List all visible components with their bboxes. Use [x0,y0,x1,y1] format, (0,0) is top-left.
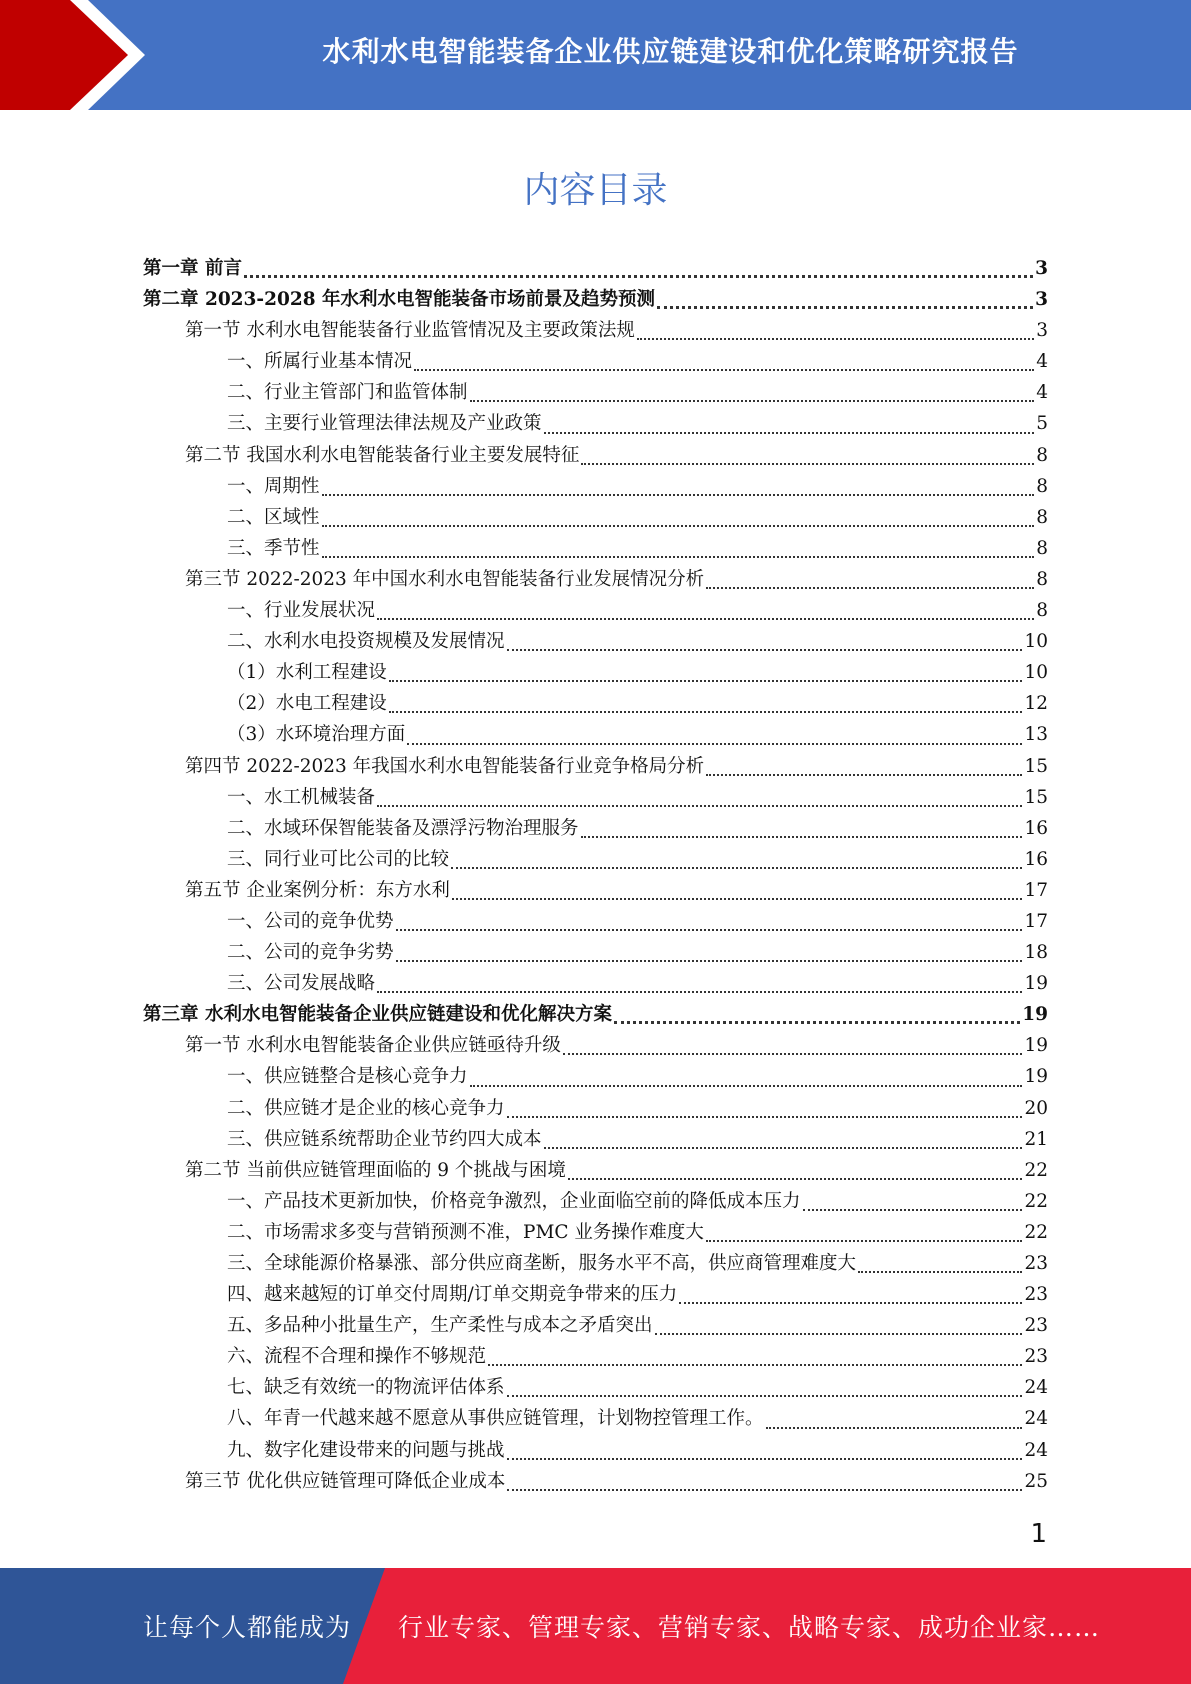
toc-entry-label: 三、供应链系统帮助企业节约四大成本 [227,1128,542,1150]
toc-entry-page: 4 [1036,351,1048,373]
toc-heading: 内容目录 [523,170,668,211]
toc-entry[interactable] [143,1373,1048,1404]
toc-entry-page: 18 [1024,942,1048,964]
footer-slogan-right: 行业专家、管理专家、营销专家、战略专家、成功企业家…… [398,1613,1101,1642]
toc-entry[interactable] [143,285,1048,316]
dot-leader [507,1116,1023,1118]
toc-entry-page: 23 [1024,1346,1048,1368]
toc-entry-page: 24 [1024,1439,1048,1461]
toc-entry-page: 22 [1024,1159,1048,1181]
toc-entry-page: 23 [1024,1315,1048,1337]
toc-entry[interactable] [143,1125,1048,1156]
toc-entry[interactable] [143,1062,1048,1093]
toc-entry[interactable] [143,845,1048,876]
toc-entry-page: 22 [1024,1190,1048,1212]
toc-entry-page: 23 [1024,1253,1048,1274]
report-title: 水利水电智能装备企业供应链建设和优化策略研究报告 [322,35,1019,68]
toc-entry-page: 8 [1036,600,1048,622]
dot-leader [563,1053,1023,1055]
toc-entry-label: 九、数字化建设带来的问题与挑战 [227,1439,505,1461]
toc-entry-label: 一、水工机械装备 [227,786,376,808]
toc-entry-page: 8 [1036,568,1048,590]
toc-entry[interactable] [143,1249,1048,1280]
dot-leader [706,587,1034,589]
toc-entry-label: 一、公司的竞争优势 [227,910,394,932]
toc-entry[interactable] [143,1404,1048,1435]
dot-leader [377,618,1034,620]
toc-entry-label: 一、周期性 [227,475,320,497]
toc-entry-label: 第一节 水利水电智能装备企业供应链亟待升级 [185,1035,561,1057]
toc-entry-page: 20 [1024,1097,1048,1119]
toc-entry-label: （2）水电工程建设 [227,693,387,715]
toc-entry-label: 二、水利水电投资规模及发展情况 [227,631,505,653]
table-of-contents [143,254,1048,1498]
dot-leader [389,711,1023,713]
toc-entry[interactable] [143,907,1048,938]
dot-leader [507,649,1023,651]
toc-entry[interactable] [143,503,1048,534]
toc-entry[interactable] [143,1467,1048,1498]
toc-entry-page: 19 [1024,1066,1048,1088]
toc-entry-page: 24 [1024,1408,1048,1430]
toc-entry[interactable] [143,565,1048,596]
toc-entry-page: 21 [1024,1128,1048,1150]
dot-leader [407,743,1022,745]
toc-entry-label: 第一章 前言 [143,258,242,279]
toc-entry-page: 8 [1036,537,1048,559]
toc-entry-label: 七、缺乏有效统一的物流评估体系 [227,1377,505,1399]
toc-entry-page: 3 [1035,258,1048,279]
toc-entry-label: 一、供应链整合是核心竞争力 [227,1066,468,1088]
dot-leader [451,867,1022,869]
toc-entry-label: 第三节 2022-2023 年中国水利水电智能装备行业发展情况分析 [185,568,705,590]
dot-leader [507,1395,1023,1397]
dot-leader [389,680,1023,682]
dot-leader [544,1147,1023,1149]
toc-entry[interactable] [143,876,1048,907]
toc-entry-label: （3）水环境治理方面 [227,724,406,746]
dot-leader [544,432,1035,434]
toc-entry[interactable] [143,752,1048,783]
toc-entry-page: 19 [1024,973,1048,995]
footer-slogan-left: 让每个人都能成为 [143,1613,352,1642]
toc-entry-page: 19 [1024,1035,1048,1057]
toc-entry-label: 第二节 我国水利水电智能装备行业主要发展特征 [185,444,580,466]
toc-entry[interactable] [143,472,1048,503]
chevron-arrow-icon [0,0,160,110]
dot-leader [706,774,1022,776]
toc-entry[interactable] [143,1436,1048,1467]
toc-entry-label: 一、所属行业基本情况 [227,351,413,373]
toc-entry[interactable] [143,409,1048,440]
toc-entry-page: 17 [1024,910,1048,932]
toc-entry-label: （1）水利工程建设 [227,662,387,684]
toc-entry-label: 二、区域性 [227,506,320,528]
toc-entry[interactable] [143,969,1048,1000]
toc-entry-label: 六、流程不合理和操作不够规范 [227,1346,487,1368]
dot-leader [488,1364,1022,1366]
toc-entry-page: 10 [1024,631,1048,653]
toc-entry-label: 第二章 2023-2028 年水利水电智能装备市场前景及趋势预测 [143,289,656,311]
toc-entry[interactable] [143,627,1048,658]
toc-entry[interactable] [143,1280,1048,1311]
toc-entry-page: 15 [1024,786,1048,808]
toc-entry-label: 第一节 水利水电智能装备行业监管情况及主要政策法规 [185,320,635,342]
dot-leader [396,929,1023,931]
toc-entry-label: 第二节 当前供应链管理面临的 9 个挑战与困境 [185,1159,566,1181]
dot-leader [322,525,1035,527]
toc-entry-page: 5 [1036,413,1048,435]
dot-leader [322,494,1035,496]
toc-entry-label: 三、季节性 [227,537,320,559]
toc-entry-label: 第五节 企业案例分析：东方水利 [185,879,450,901]
dot-leader [803,1209,1023,1211]
toc-entry-page: 16 [1024,817,1048,839]
toc-entry-page: 19 [1022,1004,1048,1026]
toc-entry-label: 二、公司的竞争劣势 [227,942,394,964]
dot-leader [414,369,1034,371]
toc-entry-label: 四、越来越短的订单交付周期/订单交期竞争带来的压力 [227,1284,678,1306]
toc-entry-page: 8 [1036,444,1048,466]
toc-entry-label: 三、同行业可比公司的比较 [227,848,450,870]
toc-entry-page: 8 [1036,506,1048,528]
toc-entry-label: 第三章 水利水电智能装备企业供应链建设和优化解决方案 [143,1004,612,1026]
dot-leader [396,960,1023,962]
toc-entry[interactable] [143,534,1048,565]
toc-entry-page: 12 [1024,693,1048,715]
toc-entry-page: 4 [1036,382,1048,404]
toc-entry[interactable] [143,1311,1048,1342]
dot-leader [507,1458,1023,1460]
toc-entry[interactable] [143,814,1048,845]
dot-leader [766,1427,1023,1429]
toc-entry-label: 三、主要行业管理法律法规及产业政策 [227,413,542,435]
toc-entry-page: 15 [1024,755,1048,777]
toc-entry[interactable] [143,1218,1048,1249]
dot-leader [470,1085,1023,1087]
toc-entry[interactable] [143,254,1048,285]
dot-leader [322,556,1035,558]
toc-entry[interactable] [143,658,1048,689]
toc-entry-page: 22 [1024,1221,1048,1243]
dot-leader [470,400,1035,402]
toc-entry-page: 16 [1024,848,1048,870]
toc-entry-label: 五、多品种小批量生产，生产柔性与成本之矛盾突出 [227,1315,653,1337]
toc-entry-page: 25 [1024,1470,1048,1492]
dot-leader [637,338,1034,340]
toc-entry-page: 8 [1036,475,1048,497]
toc-entry[interactable] [143,783,1048,814]
dot-leader [706,1240,1023,1242]
footer-banner [0,1568,1191,1684]
toc-entry-label: 第三节 优化供应链管理可降低企业成本 [185,1470,506,1492]
toc-entry-page: 10 [1024,662,1048,684]
toc-entry[interactable] [143,347,1048,378]
toc-entry[interactable] [143,720,1048,751]
toc-entry-label: 八、年青一代越来越不愿意从事供应链管理，计划物控管理工作。 [227,1408,764,1430]
dot-leader [581,463,1034,465]
toc-entry[interactable] [143,689,1048,720]
dot-leader [858,1271,1022,1273]
toc-entry[interactable] [143,1187,1048,1218]
toc-entry-label: 二、水域环保智能装备及漂浮污物治理服务 [227,817,579,839]
toc-entry[interactable] [143,596,1048,627]
dot-leader [568,1178,1023,1180]
toc-entry-label: 二、行业主管部门和监管体制 [227,382,468,404]
toc-entry-label: 第四节 2022-2023 年我国水利水电智能装备行业竞争格局分析 [185,755,705,777]
toc-entry-label: 三、公司发展战略 [227,973,376,995]
toc-entry[interactable] [143,378,1048,409]
toc-entry[interactable] [143,938,1048,969]
dot-leader [657,306,1033,309]
toc-entry[interactable] [143,316,1048,347]
toc-entry-label: 三、全球能源价格暴涨、部分供应商垄断，服务水平不高，供应商管理难度大 [227,1253,857,1274]
dot-leader [679,1302,1022,1304]
page-number: 1 [1030,1519,1047,1549]
toc-entry-page: 3 [1036,320,1048,342]
toc-entry[interactable] [143,441,1048,472]
toc-entry-label: 一、行业发展状况 [227,600,376,622]
toc-entry-page: 23 [1024,1284,1048,1306]
toc-entry-label: 二、供应链才是企业的核心竞争力 [227,1097,505,1119]
toc-entry[interactable] [143,1342,1048,1373]
toc-entry[interactable] [143,1094,1048,1125]
dot-leader [507,1489,1022,1491]
dot-leader [581,836,1023,838]
header-banner [0,0,1191,110]
toc-entry-page: 24 [1024,1377,1048,1399]
toc-entry-page: 13 [1024,724,1048,746]
toc-entry[interactable] [143,1031,1048,1062]
dot-leader [655,1333,1023,1335]
toc-entry-page: 17 [1024,879,1048,901]
dot-leader [244,275,1033,278]
dot-leader [452,898,1023,900]
toc-entry[interactable] [143,1000,1048,1031]
dot-leader [377,805,1022,807]
toc-entry-label: 一、产品技术更新加快，价格竞争激烈，企业面临空前的降低成本压力 [227,1190,801,1212]
dot-leader [614,1021,1020,1024]
toc-entry-page: 3 [1035,289,1048,311]
dot-leader [377,991,1022,993]
toc-entry-label: 二、市场需求多变与营销预测不准，PMC 业务操作难度大 [227,1221,704,1243]
toc-entry[interactable] [143,1156,1048,1187]
